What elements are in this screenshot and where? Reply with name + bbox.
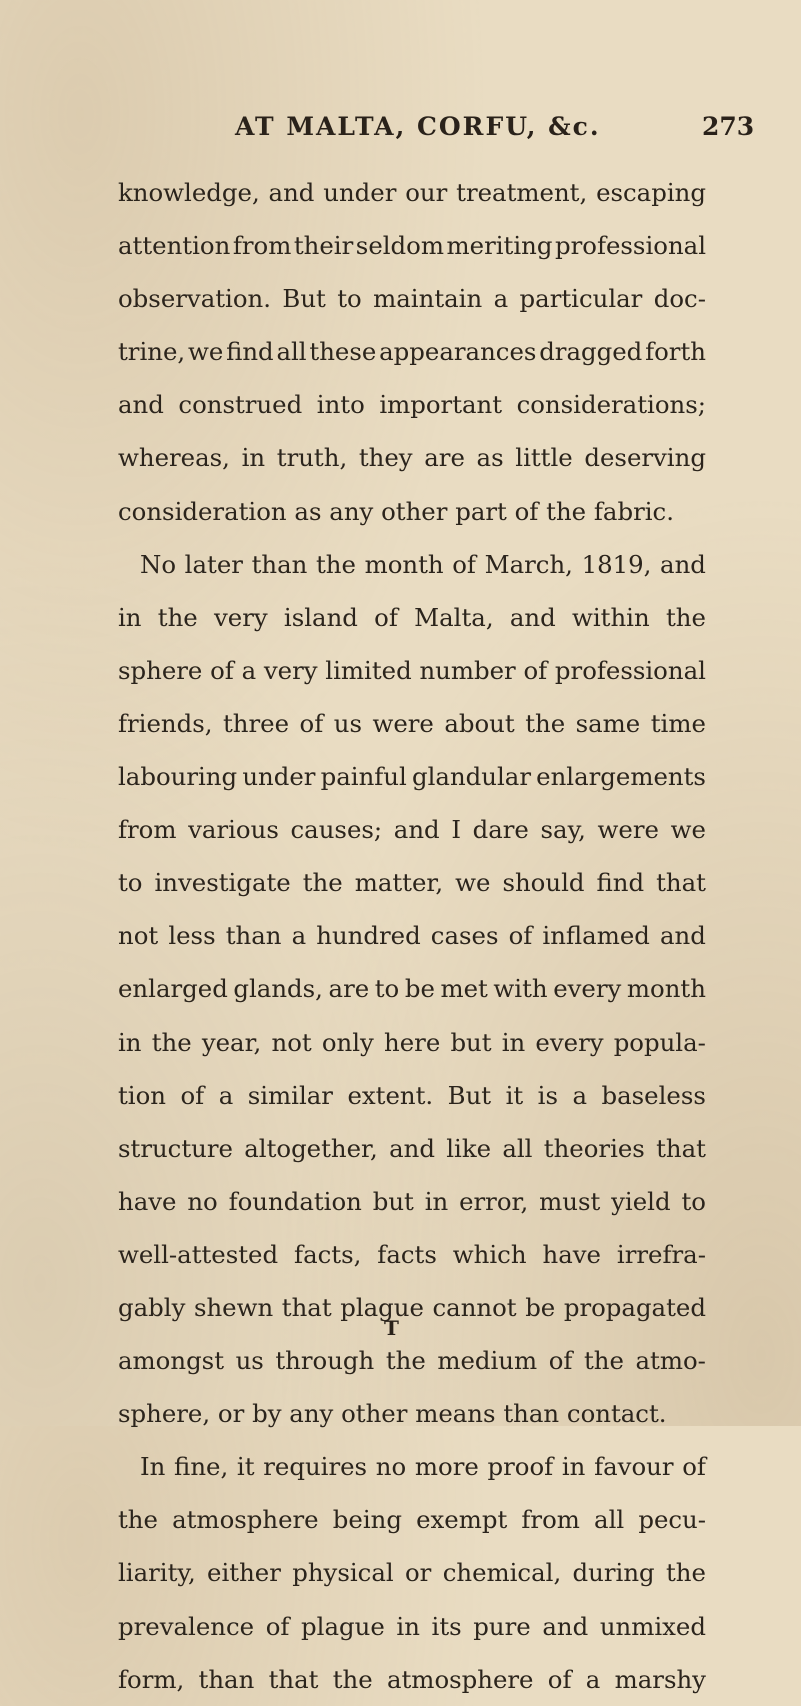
text-line: In fine, it requires no more proof in favour of (140, 1452, 706, 1482)
text-line: amongst us through the medium of the atmo- (118, 1346, 706, 1376)
text-line: from various causes; and I dare say, were we (118, 815, 706, 845)
text-line: form, than that the atmosphere of a marshy (118, 1664, 706, 1694)
text-line: observation. But to maintain a particular doc- (118, 284, 706, 314)
text-line: whereas, in truth, they are as little deserving (118, 443, 706, 473)
running-title: AT MALTA, CORFU, &c. (235, 112, 601, 141)
text-line: trine, we find all these appearances dragged forth (118, 337, 706, 367)
text-line: structure altogether, and like all theories that (118, 1133, 706, 1163)
text-line: enlarged glands, are to be met with every month (118, 974, 706, 1004)
text-line: knowledge, and under our treatment, escaping (118, 178, 706, 207)
text-line: the atmosphere being exempt from all pecu- (118, 1505, 706, 1535)
text-line: consideration as any other part of the fabric. (118, 496, 674, 526)
text-line: tion of a similar extent. But it is a baseless (118, 1080, 706, 1110)
body-text (118, 166, 706, 1706)
text-line: sphere, or by any other means than contact. (118, 1399, 667, 1429)
signature-mark: T (384, 1316, 399, 1340)
text-line: not less than a hundred cases of inflamed and (118, 921, 706, 951)
text-line: in the very island of Malta, and within the (118, 602, 706, 632)
page-number: 273 (702, 112, 755, 141)
text-line: sphere of a very limited number of professional (118, 655, 706, 685)
text-line: in the year, not only here but in every popula- (118, 1027, 706, 1057)
running-head (0, 112, 801, 152)
text-line: prevalence of plague in its pure and unmixed (118, 1611, 706, 1641)
text-line: friends, three of us were about the same time (118, 708, 706, 738)
text-line: liarity, either physical or chemical, during the (118, 1558, 706, 1588)
text-line: and construed into important considerations; (118, 390, 706, 420)
text-line: have no foundation but in error, must yield to (118, 1186, 706, 1216)
text-line: well-attested facts, facts which have irrefra- (118, 1239, 706, 1269)
text-line: to investigate the matter, we should find that (118, 868, 706, 898)
text-line: attention from their seldom meriting professional (118, 231, 706, 261)
text-line: labouring under painful glandular enlargements (118, 762, 706, 792)
text-line: No later than the month of March, 1819, and (140, 549, 706, 579)
text-line: gably shewn that plague cannot be propagated (118, 1292, 706, 1322)
